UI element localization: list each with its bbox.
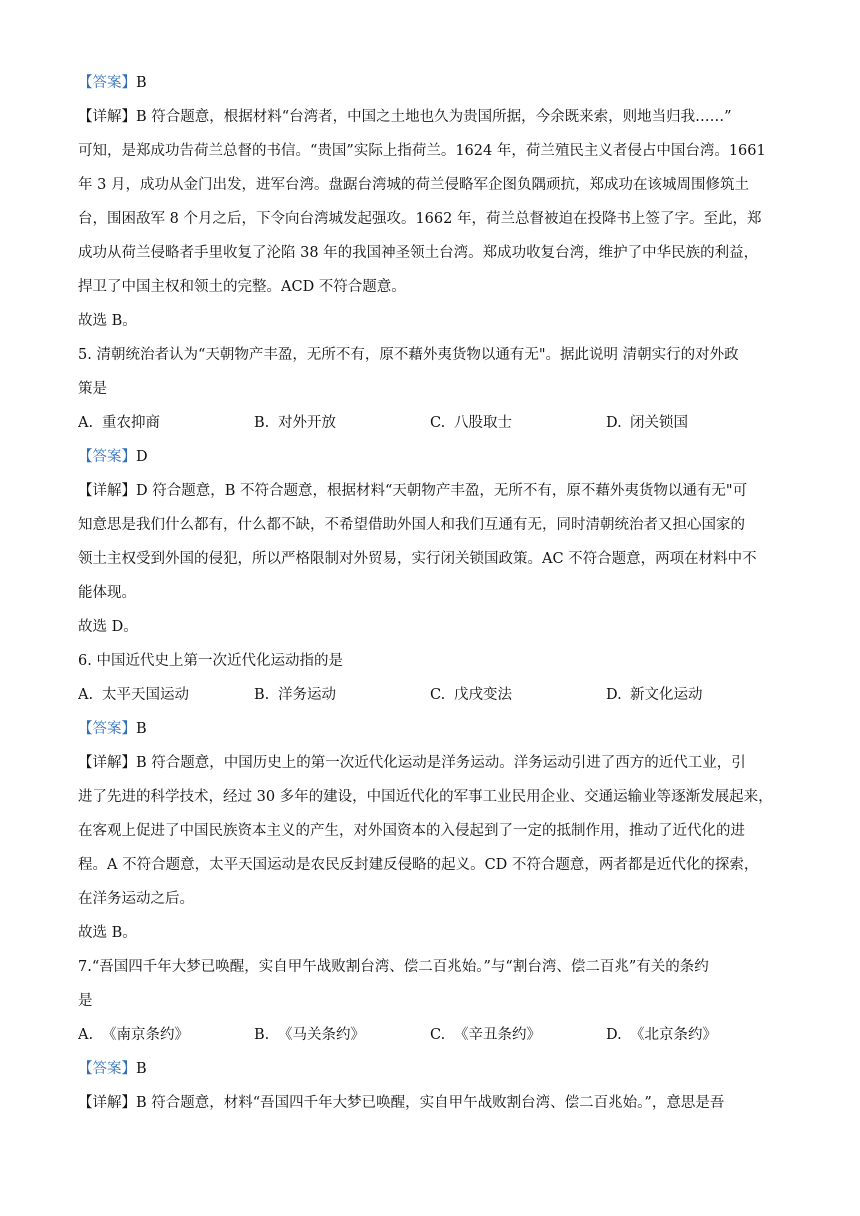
answer-options [78,406,790,440]
answer-value: B [136,75,147,91]
answer-tag: 【答案】 [78,1061,136,1077]
option-item [430,678,606,712]
option-letter: D. [606,687,622,703]
option-letter: D. [606,415,622,431]
text-line: 程。A 不符合题意，太平天国运动是农民反封建反侵略的起义。CD 不符合题意，两者都是近代化的探索， [78,857,759,873]
answer-tag: 【答案】 [78,721,136,737]
answer-line [78,66,790,100]
answer-line [78,712,790,746]
text-line: 是 [78,993,93,1009]
option-letter: B. [254,687,270,703]
option-text: 《辛丑条约》 [454,1027,541,1043]
answer-value: B [136,721,147,737]
text-line: 【详解】B 符合题意，材料“吾国四千年大梦已唤醒，实自甲午战败割台湾、偿二百兆始。”，意思是吾 [78,1095,725,1111]
answer-value: D [136,449,148,465]
option-letter: A. [78,415,94,431]
text-line: 知意思是我们什么都有，什么都不缺，不希望借助外国人和我们互通有无，同时清朝统治者又担心国家的 [78,517,745,533]
option-item [606,406,782,440]
document-page [78,66,790,1120]
option-letter: C. [430,415,446,431]
option-item [254,678,430,712]
option-letter: A. [78,1027,94,1043]
option-text: 《北京条约》 [630,1027,717,1043]
option-text: 新文化运动 [630,687,703,703]
answer-tag: 【答案】 [78,75,136,91]
option-item [606,1018,782,1052]
option-text: 《马关条约》 [278,1027,365,1043]
option-text: 洋务运动 [278,687,336,703]
option-text: 《南京条约》 [102,1027,189,1043]
text-line: 故选 B。 [78,925,137,941]
option-item [78,1018,254,1052]
text-line: 【详解】B 符合题意，中国历史上的第一次近代化运动是洋务运动。洋务运动引进了西方的近代工业，引 [78,755,746,771]
option-item [78,678,254,712]
option-letter: D. [606,1027,622,1043]
answer-line [78,440,790,474]
answer-line [78,1052,790,1086]
answer-options [78,678,790,712]
text-line: 7.“吾国四千年大梦已唤醒，实自甲午战败割台湾、偿二百兆始。”与“割台湾、偿二百兆”有关的条约 [78,959,709,975]
option-text: 八股取士 [454,415,512,431]
text-line: 故选 B。 [78,313,137,329]
option-letter: C. [430,1027,446,1043]
text-line: 可知，是郑成功告荷兰总督的书信。“贵国”实际上指荷兰。1624 年，荷兰殖民主义者侵占中国台湾。1661 [78,143,766,159]
text-line: 领土主权受到外国的侵犯，所以严格限制对外贸易，实行闭关锁国政策。AC 不符合题意，两项在材料中不 [78,551,757,567]
text-line: 【详解】D 符合题意，B 不符合题意，根据材料“天朝物产丰盈，无所不有，原不藉外夷货物以通有无"可 [78,483,748,499]
text-line: 年 3 月，成功从金门出发，进军台湾。盘踞台湾城的荷兰侵略军企图负隅顽抗，郑成功在该城周围修筑土 [78,177,749,193]
option-text: 对外开放 [278,415,336,431]
option-text: 太平天国运动 [102,687,189,703]
option-text: 闭关锁国 [630,415,688,431]
text-line: 在客观上促进了中国民族资本主义的产生，对外国资本的入侵起到了一定的抵制作用，推动了近代化的进 [78,823,745,839]
option-letter: B. [254,415,270,431]
option-text: 戊戌变法 [454,687,512,703]
option-item [430,1018,606,1052]
option-letter: A. [78,687,94,703]
option-text: 重农抑商 [102,415,160,431]
text-line: 能体现。 [78,585,136,601]
text-line: 6. 中国近代史上第一次近代化运动指的是 [78,653,343,669]
text-line: 捍卫了中国主权和领土的完整。ACD 不符合题意。 [78,279,406,295]
answer-tag: 【答案】 [78,449,136,465]
option-letter: B. [254,1027,270,1043]
answer-options [78,1018,790,1052]
text-line: 5. 清朝统治者认为“天朝物产丰盈，无所不有，原不藉外夷货物以通有无"。据此说明 清朝实行的对外政 [78,347,739,363]
option-item [78,406,254,440]
text-line: 【详解】B 符合题意，根据材料“台湾者，中国之土地也久为贵国所据，今余既来索，则地当归我……” [78,109,732,125]
text-line: 在洋务运动之后。 [78,891,194,907]
text-line: 故选 D。 [78,619,138,635]
option-item [430,406,606,440]
text-line: 进了先进的科学技术，经过 30 多年的建设，中国近代化的军事工业民用企业、交通运输业等逐渐发展起来， [78,789,773,805]
text-line: 台，围困敌军 8 个月之后，下令向台湾城发起强攻。1662 年，荷兰总督被迫在投降书上签了字。至此，郑 [78,211,762,227]
option-letter: C. [430,687,446,703]
text-line: 策是 [78,381,107,397]
option-item [254,1018,430,1052]
answer-value: B [136,1061,147,1077]
text-line: 成功从荷兰侵略者手里收复了沦陷 38 年的我国神圣领土台湾。郑成功收复台湾，维护了中华民族的利益， [78,245,759,261]
option-item [254,406,430,440]
option-item [606,678,782,712]
